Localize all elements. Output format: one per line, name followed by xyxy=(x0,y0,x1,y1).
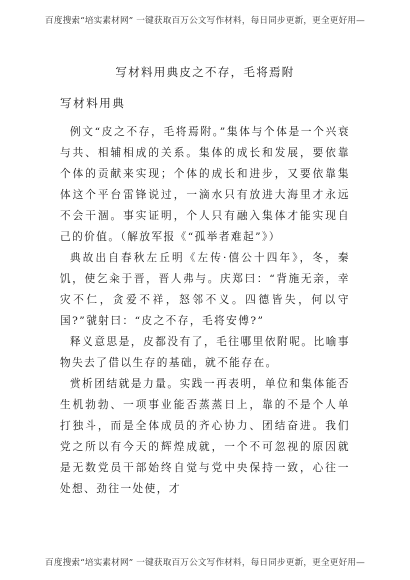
document-title: 写材料用典皮之不存，毛将焉附 xyxy=(115,65,295,79)
section-heading: 写材料用典 xyxy=(60,96,126,110)
paragraph-appreciation: 赏析团结就是力量。实践一再表明，单位和集体能否生机勃勃、一项事业能否蒸蒸日上，靠的不是个人单打独斗，而是全体成员的齐心协力、团结奋进。我们党之所以有今天的辉煌成就，一个不可忽视的原因就是无数党员干部始终自觉与党中央保持一致，心往一处想、劲往一处使，才 xyxy=(60,378,350,495)
paragraph-meaning: 释义意思是，皮都没有了，毛往哪里依附呢。比喻事物失去了借以生存的基础，就不能存在。 xyxy=(60,336,350,369)
header-banner: 百度搜索“培实素材网” 一键获取百万公文写作材料，每日同步更新，更全更好用— xyxy=(45,16,365,26)
paragraph-example: 例文“皮之不存，毛将焉附。”集体与个体是一个兴衰与共、相辅相成的关系。集体的成长和发展，要依靠个体的贡献来实现；个体的成长和进步，又要依靠集体这个平台雷锋说过，一滴水只有放进大海里才永远不会干涸。事实证明，个人只有融入集体才能实现自己的价值。（解放军报《“孤举者难起”》） xyxy=(60,126,350,243)
footer-banner: 百度搜索“培实素材网” 一键获取百万公文写作材料，每日同步更新，更全更好用— xyxy=(45,558,365,568)
document-body xyxy=(60,122,350,500)
paragraph-origin: 典故出自春秋左丘明《左传·僖公十四年》，冬，秦饥，使乞籴于晋，晋人弗与。庆郑曰：“背施无亲，幸灾不仁，贪爱不祥，怒邻不义。四德皆失，何以守国?”虢射曰：“皮之不存，毛将安傅?” xyxy=(60,252,350,327)
